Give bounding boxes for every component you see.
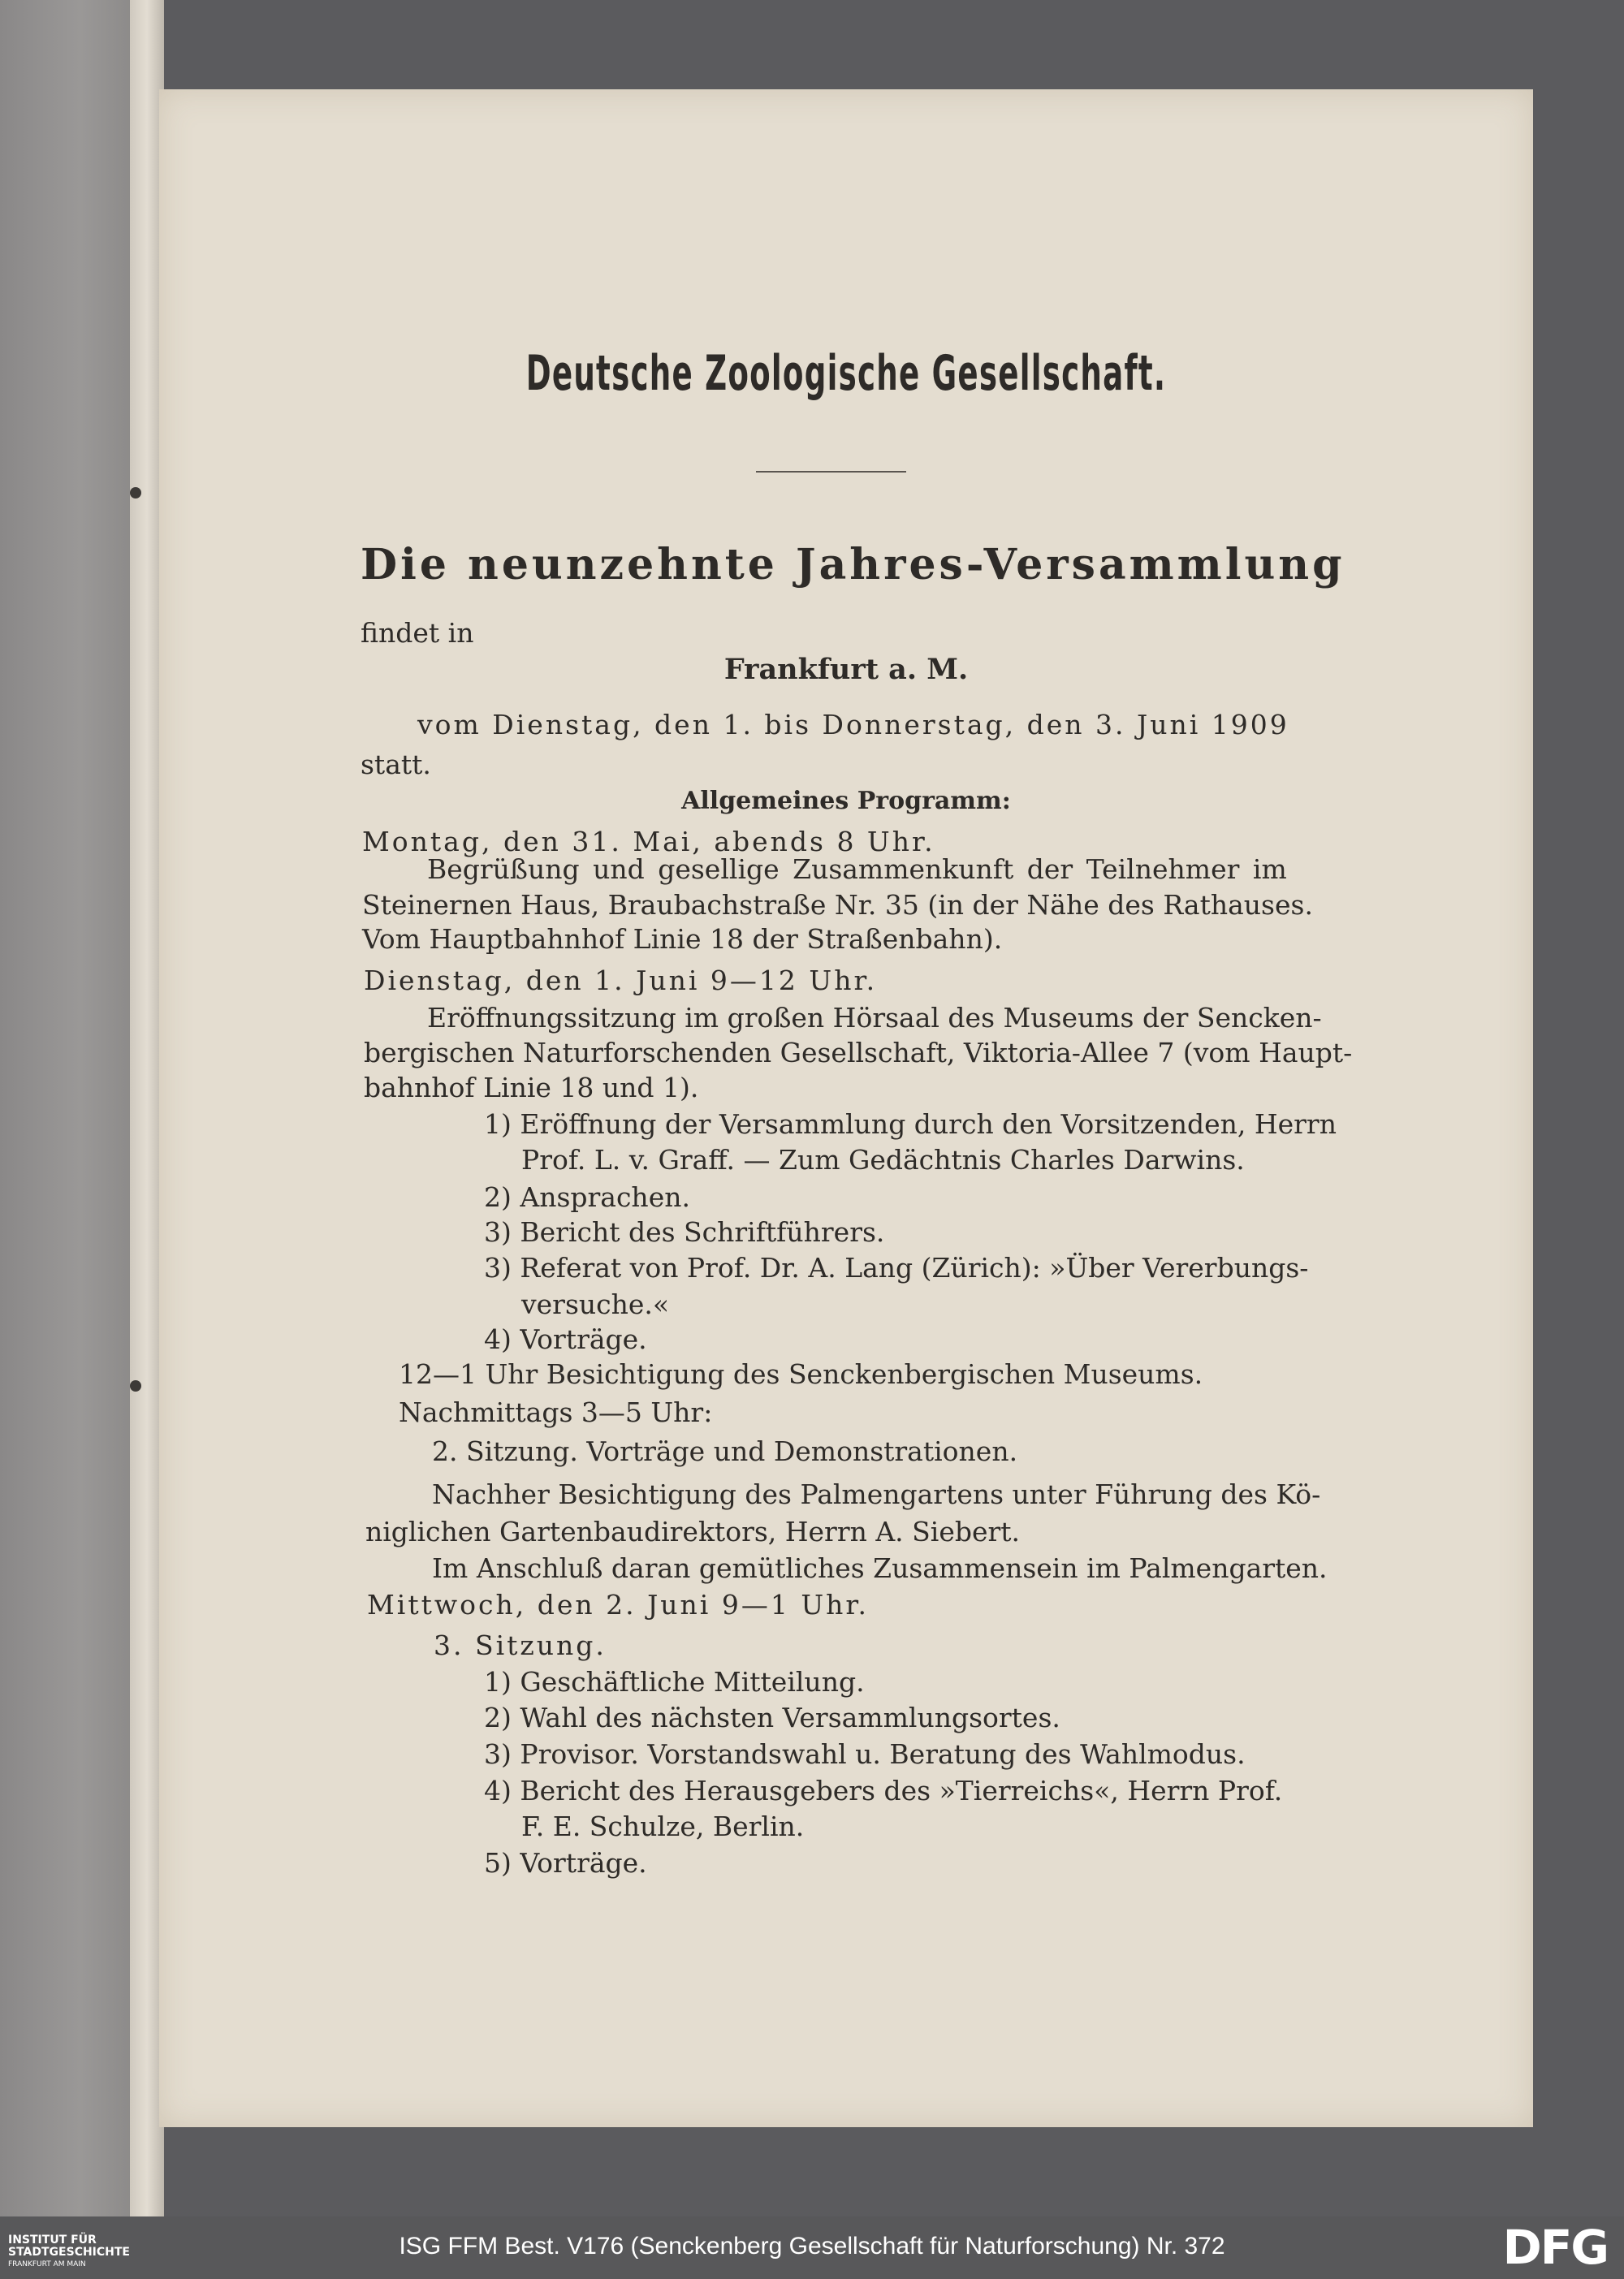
text-line: Begrüßung und gesellige Zusammenkunft der Teilnehmer im <box>427 853 1287 885</box>
list-item: 4) Bericht des Herausgebers des »Tierreichs«, Herrn Prof. <box>484 1775 1283 1806</box>
binding-stitch <box>130 487 141 499</box>
day-heading: Montag, den 31. Mai, abends 8 Uhr. <box>362 826 935 857</box>
dfg-logo: DFG <box>1502 2220 1608 2275</box>
list-item: 3) Bericht des Schriftführers. <box>484 1216 885 1248</box>
binding-stitch <box>130 1380 141 1392</box>
text-line: Nachher Besichtigung des Palmengartens unter Führung des Kö- <box>432 1478 1321 1510</box>
logo-line: INSTITUT FÜR <box>8 2234 97 2247</box>
list-item: 3) Referat von Prof. Dr. A. Lang (Zürich): »Über Vererbungs- <box>484 1252 1309 1284</box>
list-item-continuation: F. E. Schulze, Berlin. <box>521 1811 805 1842</box>
logo-line: FRANKFURT AM MAIN <box>8 2260 86 2268</box>
text-line: Eröffnungssitzung im großen Hörsaal des Museums der Sencken- <box>427 1002 1322 1034</box>
society-title: Deutsche Zoologische Gesellschaft. <box>525 345 1167 402</box>
text-line: 12—1 Uhr Besichtigung des Senckenbergischen Museums. <box>399 1358 1203 1390</box>
list-item: 1) Eröffnung der Versammlung durch den Vorsitzenden, Herrn <box>484 1108 1337 1140</box>
logo-line: STADTGESCHICHTE <box>8 2246 130 2259</box>
list-item: 4) Vorträge. <box>484 1323 647 1355</box>
archive-footer-bar <box>0 2216 1624 2279</box>
text-line: Steinernen Haus, Braubachstraße Nr. 35 (in der Nähe des Rathauses. <box>362 889 1313 921</box>
date-range-line: vom Dienstag, den 1. bis Donnerstag, den 3. Juni 1909 <box>417 709 1289 740</box>
text-line: bergischen Naturforschenden Gesellschaft, Viktoria-Allee 7 (vom Haupt- <box>364 1037 1353 1068</box>
title-divider <box>756 471 906 473</box>
day-heading: Mittwoch, den 2. Juni 9—1 Uhr. <box>367 1589 870 1621</box>
text-line: bahnhof Linie 18 und 1). <box>364 1072 699 1103</box>
text-line: Im Anschluß daran gemütliches Zusammensein im Palmengarten. <box>432 1552 1328 1584</box>
book-cover-edge <box>0 0 134 2216</box>
list-item: 1) Geschäftliche Mitteilung. <box>484 1666 865 1698</box>
program-heading: Allgemeines Programm: <box>681 787 1011 815</box>
location-line: Frankfurt a. M. <box>723 653 969 686</box>
day-heading: Dienstag, den 1. Juni 9—12 Uhr. <box>364 965 878 996</box>
document-page <box>159 89 1533 2127</box>
list-item-continuation: versuche.« <box>521 1288 670 1320</box>
text-line: niglichen Gartenbaudirektors, Herrn A. Siebert. <box>365 1516 1021 1547</box>
list-item: 2) Wahl des nächsten Versammlungsortes. <box>484 1702 1060 1733</box>
archive-caption: ISG FFM Best. V176 (Senckenberg Gesellschaft für Naturforschung) Nr. 372 <box>399 2233 1225 2260</box>
text-line: statt. <box>361 749 431 780</box>
text-line: Vom Hauptbahnhof Linie 18 der Straßenbahn). <box>362 923 1003 955</box>
list-item: 3) Provisor. Vorstandswahl u. Beratung des Wahlmodus. <box>484 1738 1246 1770</box>
session-line: 3. Sitzung. <box>434 1629 607 1661</box>
text-line: Nachmittags 3—5 Uhr: <box>399 1396 713 1428</box>
list-item: 2) Ansprachen. <box>484 1181 690 1213</box>
meeting-heading: Die neunzehnte Jahres-Versammlung <box>361 540 1345 589</box>
list-item: 5) Vorträge. <box>484 1847 647 1879</box>
session-line: 2. Sitzung. Vorträge und Demonstrationen. <box>432 1435 1018 1467</box>
list-item-continuation: Prof. L. v. Graff. — Zum Gedächtnis Charles Darwins. <box>521 1144 1245 1176</box>
text-line: findet in <box>361 617 474 649</box>
